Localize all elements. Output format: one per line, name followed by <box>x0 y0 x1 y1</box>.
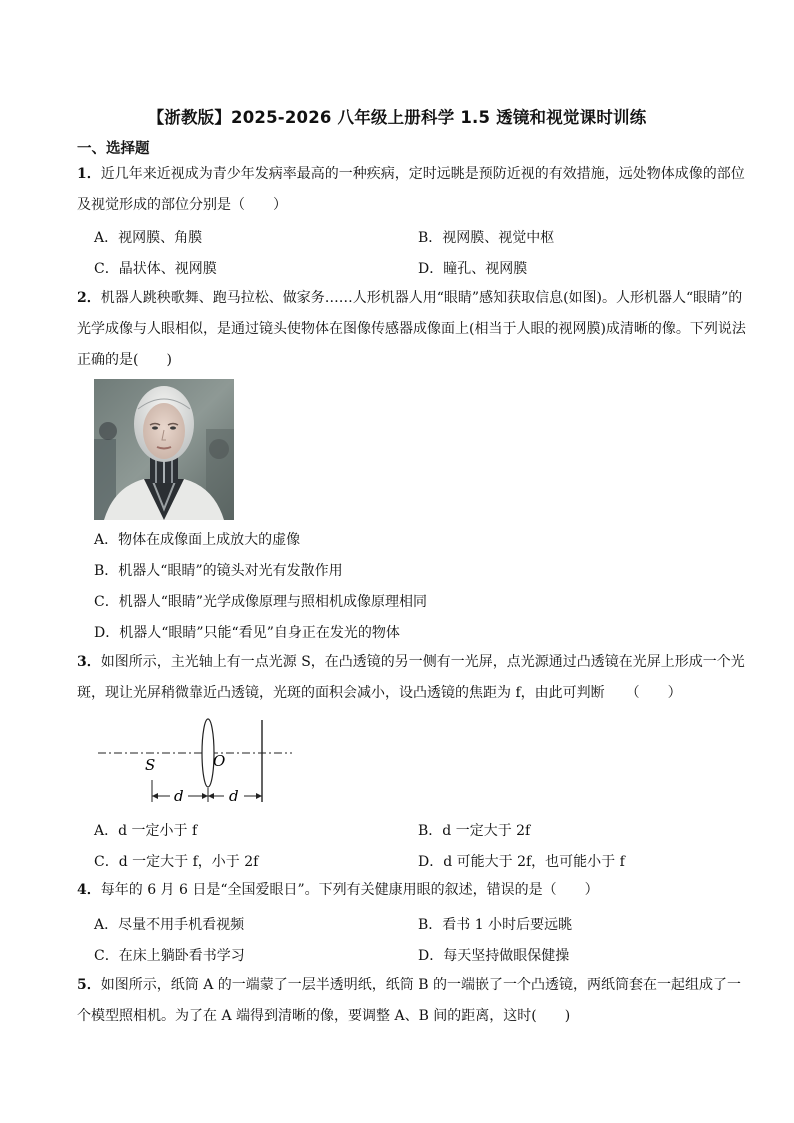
robot-photo <box>94 379 234 520</box>
label-d2: d <box>229 787 239 805</box>
option-3a: A．d 一定小于 f <box>94 823 198 839</box>
lens-diagram <box>96 718 296 808</box>
question-text: 机器人跳秧歌舞、跑马拉松、做家务……人形机器人用“眼睛”感知获取信息(如图)。人形机器人“眼睛”的光学成像与人眼相似，是通过镜头使物体在图像传感器成像面上(相当于人眼的视网膜)成清晰的像。下列说法正确的是( ) <box>77 290 746 368</box>
section-heading: 一、选择题 <box>77 141 150 157</box>
page-title: 【浙教版】2025-2026 八年级上册科学 1.5 透镜和视觉课时训练 <box>147 108 647 127</box>
question-text: 每年的 6 月 6 日是“全国爱眼日”。下列有关健康用眼的叙述，错误的是（ ） <box>100 882 599 898</box>
label-o: O <box>213 752 226 770</box>
option-2d: D．机器人“眼睛”只能“看见”自身正在发光的物体 <box>94 625 400 641</box>
option-1b: B．视网膜、视觉中枢 <box>418 230 555 246</box>
option-3c: C．d 一定大于 f，小于 2f <box>94 854 259 870</box>
question-number: 3． <box>77 654 101 670</box>
question-3 <box>77 647 747 709</box>
option-2b: B．机器人“眼睛”的镜头对光有发散作用 <box>94 563 343 579</box>
question-2 <box>77 283 747 376</box>
question-1 <box>77 159 747 221</box>
question-5 <box>77 970 747 1032</box>
question-text: 近几年来近视成为青少年发病率最高的一种疾病，定时远眺是预防近视的有效措施，远处物体成像的部位及视觉形成的部位分别是（ ） <box>77 166 745 213</box>
question-number: 5． <box>77 977 101 993</box>
option-4c: C．在床上躺卧看书学习 <box>94 948 245 964</box>
option-1a: A．视网膜、角膜 <box>94 230 203 246</box>
question-number: 2． <box>77 290 101 306</box>
question-number: 4． <box>77 882 101 898</box>
label-d1: d <box>174 787 184 805</box>
option-3d: D．d 可能大于 2f，也可能小于 f <box>418 854 625 870</box>
option-4a: A．尽量不用手机看视频 <box>94 917 245 933</box>
option-2a: A．物体在成像面上成放大的虚像 <box>94 532 301 548</box>
question-4 <box>77 875 747 906</box>
question-text: 如图所示，纸筒 A 的一端蒙了一层半透明纸，纸筒 B 的一端嵌了一个凸透镜，两纸筒套在一起组成了一个模型照相机。为了在 A 端得到清晰的像，要调整 A、B 间的距离，这时( ) <box>77 977 741 1024</box>
option-4b: B．看书 1 小时后要远眺 <box>418 917 573 933</box>
label-s: S <box>145 756 156 774</box>
option-4d: D．每天坚持做眼保健操 <box>418 948 570 964</box>
option-2c: C．机器人“眼睛”光学成像原理与照相机成像原理相同 <box>94 594 428 610</box>
option-3b: B．d 一定大于 2f <box>418 823 531 839</box>
option-1d: D．瞳孔、视网膜 <box>418 261 528 277</box>
question-number: 1． <box>77 166 101 182</box>
question-text: 如图所示，主光轴上有一点光源 S，在凸透镜的另一侧有一光屏，点光源通过凸透镜在光屏上形成一个光斑，现让光屏稍微靠近凸透镜，光斑的面积会减小，设凸透镜的焦距为 f，由此可判断 （ ） <box>77 654 745 701</box>
option-1c: C．晶状体、视网膜 <box>94 261 217 277</box>
